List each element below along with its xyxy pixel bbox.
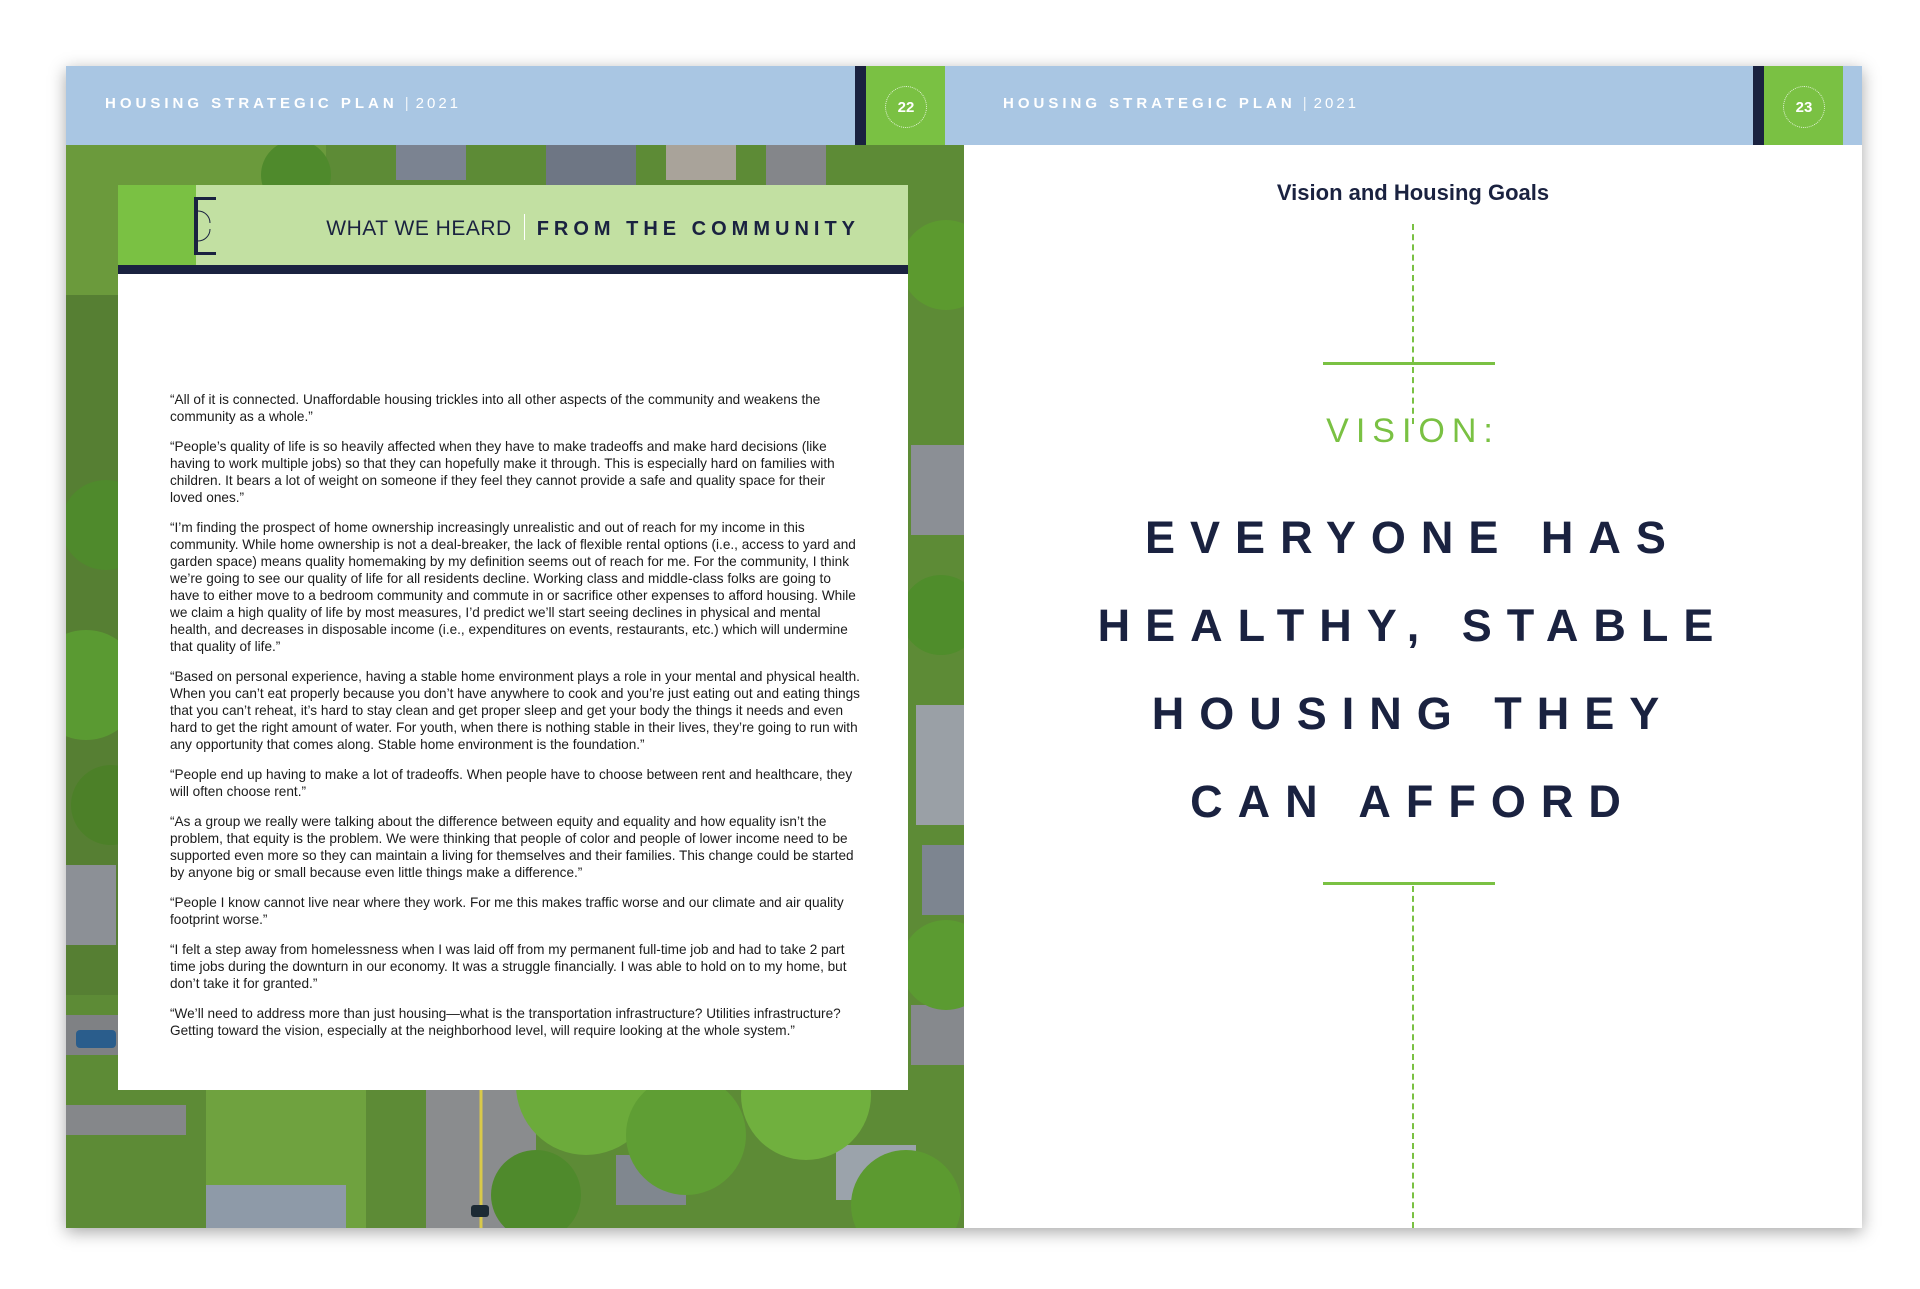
banner-divider: [524, 214, 525, 240]
community-quote: “People I know cannot live near where they work. For me this makes traffic worse and our climate and air quality footprint worse.”: [170, 895, 844, 927]
left-header-band: [66, 66, 964, 145]
header-year: 2021: [415, 95, 462, 112]
header-plan-title: HOUSING STRATEGIC PLAN: [105, 95, 398, 112]
banner-heading: [326, 214, 860, 241]
community-quote: “People end up having to make a lot of tradeoffs. When people have to choose between rent and healthcare, they will often choose rent.”: [170, 767, 853, 799]
banner-heading-bold: FROM THE COMMUNITY: [536, 218, 860, 240]
right-header-title: [1003, 95, 1359, 112]
community-quote: “As a group we really were talking about the difference between equity and equality and how equality isn’t the problem, that equity is the problem. We were thinking that people of color and people of lower income need to be supported even more so they can maintain a living for themselves and their families. This change could be started by anyone big or small because even little things make a difference.”: [170, 814, 854, 880]
header-year: 2021: [1313, 95, 1360, 112]
section-title: Vision and Housing Goals: [1276, 180, 1550, 205]
page-number-stripe: [855, 66, 866, 145]
community-quote: “Based on personal experience, having a stable home environment plays a role in your mental and physical health. When you can’t eat properly because you don’t have anywhere to cook and you’re just eating out and eating things that you can’t reheat, it’s hard to stay clean and get proper sleep and get your body the things it needs and even hard to get the right amount of water. For youth, when there is nothing stable in their lives, they’re going to run with any opportunity that comes along. Stable home environment is the foundation.”: [170, 669, 860, 752]
quotes-list: [170, 391, 860, 1052]
page-number-stripe: [1753, 66, 1764, 145]
header-separator: |: [404, 95, 409, 112]
vision-line: HOUSING THEY: [1151, 688, 1675, 739]
community-quote: “I felt a step away from homelessness when I was laid off from my permanent full-time job and had to take 2 part time jobs during the downturn in our economy. It was a struggle financially. I was able to hold on to my home, but don’t take it for granted.”: [170, 942, 847, 991]
community-quote: “I’m finding the prospect of home ownership increasingly unrealistic and out of reach for my income in this community. While home ownership is not a deal-breaker, the lack of flexible rental options (i.e., access to yard and garden space) means quality homemaking by my definition seems out of reach for me. For the community, I think we’re going to see our quality of life for all residents decline. Working class and middle-class folks are going to have to either move to a bedroom community and commute in or sacrifice other expenses to afford housing. While we claim a high quality of life by most measures, I’d predict we’ll start seeing declines in physical and mental health, and decreases in disposable income (i.e., expenditures on events, restaurants, etc.) which will undermine that quality of life.”: [170, 520, 856, 654]
right-header-band: [964, 66, 1862, 145]
left-page: [66, 66, 964, 1228]
banner-heading-light: WHAT WE HEARD: [326, 217, 512, 240]
rule-top: [1323, 362, 1495, 365]
page-number-badge: [1764, 66, 1843, 145]
community-quote: “All of it is connected. Unaffordable housing trickles into all other aspects of the community and weakens the community as a whole.”: [170, 392, 821, 424]
page-number-23: 23: [1783, 86, 1825, 128]
section-banner: [118, 185, 908, 265]
document-spread: [66, 66, 1862, 1228]
vision-line: CAN AFFORD: [1190, 776, 1636, 827]
left-header-title: [105, 95, 461, 112]
dashed-connector-bottom: [1412, 886, 1414, 1228]
header-separator: |: [1302, 95, 1307, 112]
dashed-connector-top: [1412, 224, 1414, 424]
rule-bottom: [1323, 882, 1495, 885]
header-plan-title: HOUSING STRATEGIC PLAN: [1003, 95, 1296, 112]
page-number-badge: [866, 66, 945, 145]
quote-card: [118, 185, 908, 1090]
vision-statement: [964, 494, 1862, 846]
banner-green-block: [118, 185, 196, 265]
banner-navy-bar: [118, 265, 908, 274]
door-icon: [194, 197, 218, 255]
page-number-22: 22: [885, 86, 927, 128]
community-quote: “People’s quality of life is so heavily affected when they have to make tradeoffs and make hard decisions (like having to work multiple jobs) so that they can hopefully make it through. This is especially hard on families with children. It bears a lot of weight on someone if they feel they cannot provide a safe and quality space for their loved ones.”: [170, 439, 835, 505]
vision-label: VISION:: [1326, 412, 1500, 450]
community-quote: “We’ll need to address more than just housing—what is the transportation infrastructure? Utilities infrastructure? Getting toward the vision, especially at the neighborhood level, will require looking at the whole system.”: [170, 1006, 841, 1038]
vision-line: HEALTHY, STABLE: [1097, 600, 1729, 651]
right-page: [964, 66, 1862, 1228]
vision-line: EVERYONE HAS: [1145, 512, 1681, 563]
